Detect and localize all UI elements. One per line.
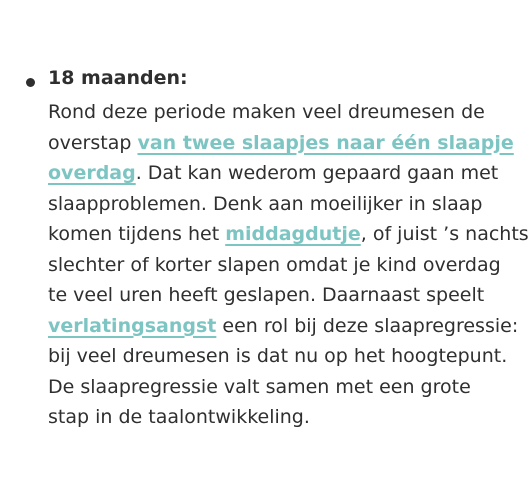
text-segment: slaapproblemen. Denk aan moeilijker in slaap (48, 192, 483, 215)
body-line (48, 219, 529, 250)
text-segment: te veel uren heeft geslapen. Daarnaast speelt (48, 284, 485, 306)
item-heading: 18 maanden: (48, 67, 188, 89)
link-middagdutje[interactable]: middagdutje (225, 223, 361, 245)
bullet-icon (26, 78, 35, 87)
link-verlatingsangst[interactable]: verlatingsangst (48, 314, 217, 337)
text-segment: een rol bij deze slaapregressie: (216, 314, 519, 337)
body-line (48, 372, 492, 403)
body-line (48, 128, 514, 159)
text-segment: , of juist ’s nachts (360, 223, 529, 245)
text-segment: De slaapregressie valt samen met een grote (48, 375, 471, 398)
text-segment: overstap (48, 131, 138, 154)
body-line (48, 158, 499, 189)
body-line (48, 97, 492, 128)
text-segment: komen tijdens het (48, 223, 226, 245)
text-segment: . Dat kan wederom gepaard gaan met (135, 162, 499, 184)
item-body (48, 97, 529, 433)
text-segment: Rond deze periode maken veel dreumesen de (48, 101, 485, 123)
link-slaapjes[interactable]: van twee slaapjes naar één slaapje (137, 131, 514, 154)
text-segment: stap in de taalontwikkeling. (48, 406, 310, 428)
body-line (48, 311, 519, 342)
body-line (48, 189, 492, 220)
body-line (48, 341, 508, 372)
body-line (48, 402, 492, 433)
text-segment: slechter of korter slapen omdat je kind overdag (48, 253, 501, 276)
link-slaapjes-continued[interactable]: overdag (48, 162, 136, 184)
body-line (48, 280, 492, 311)
body-line (48, 250, 501, 281)
text-segment: bij veel dreumesen is dat nu op het hoogtepunt. (48, 345, 508, 367)
